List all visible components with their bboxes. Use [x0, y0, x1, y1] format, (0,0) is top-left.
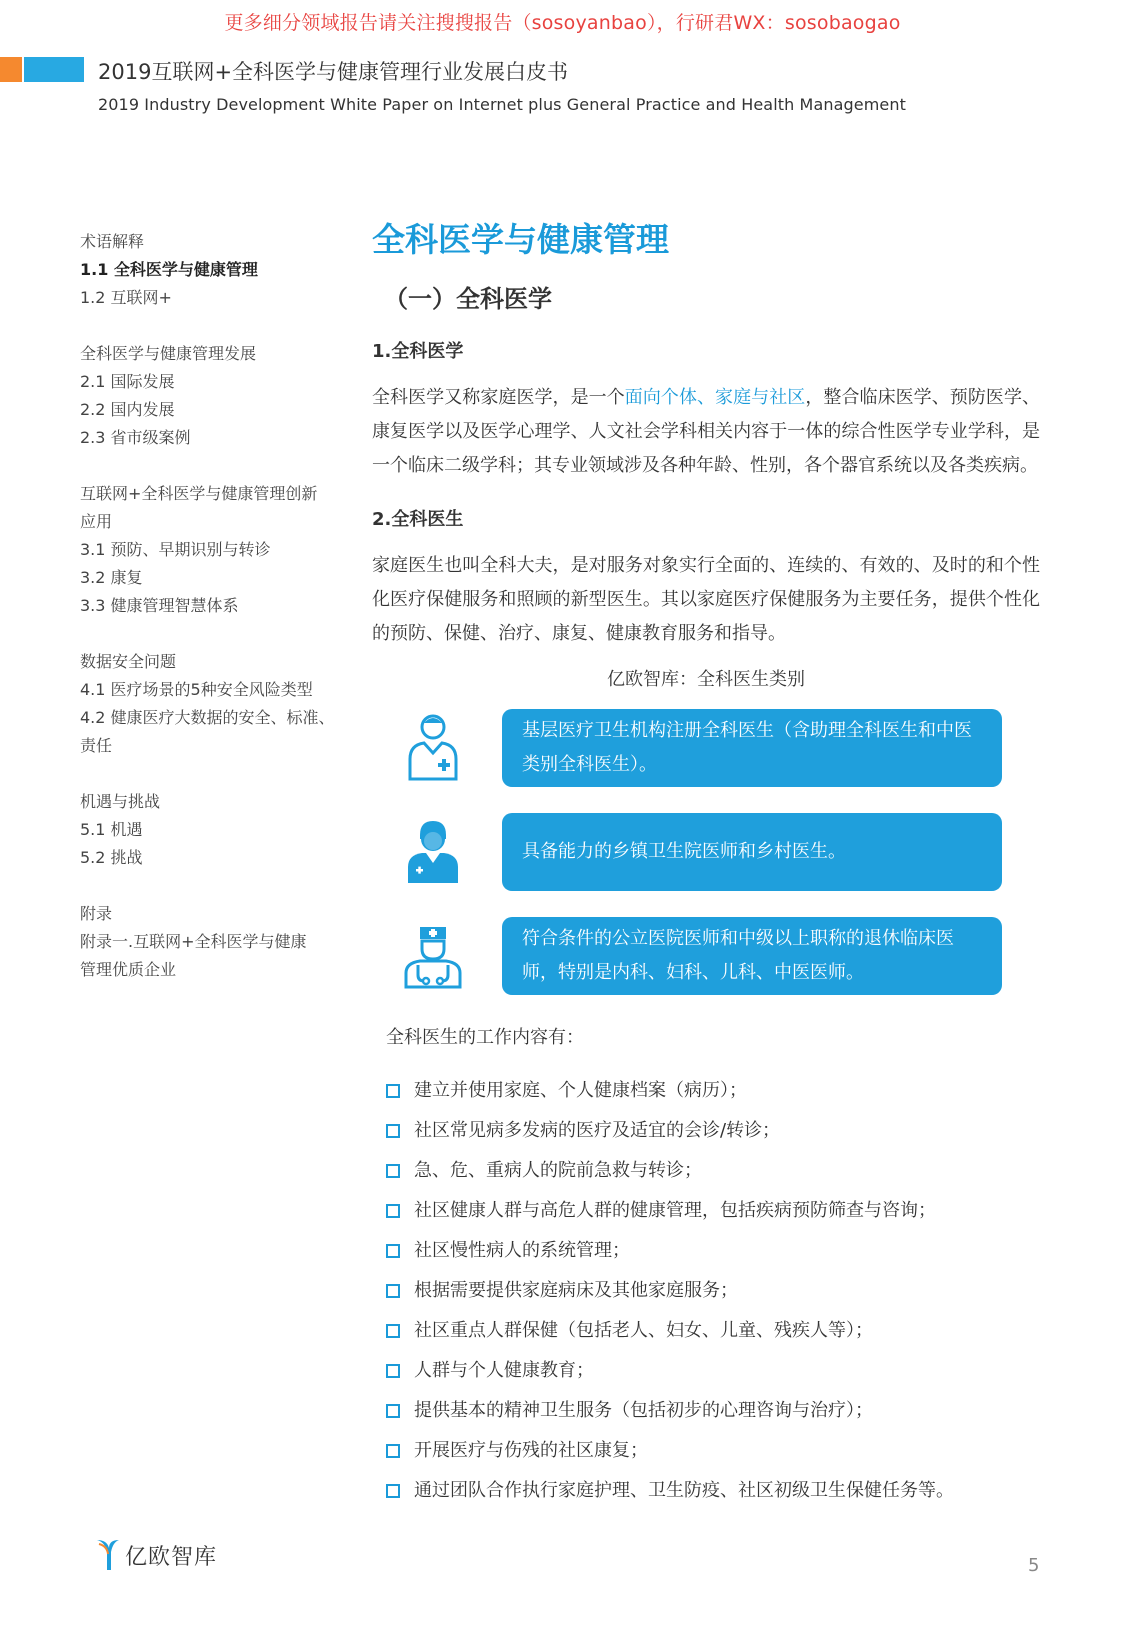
promo-banner: 更多细分领域报告请关注搜搜报告（sosoyanbao），行研君WX：sosobaogao — [224, 12, 901, 34]
footer-logo — [95, 1538, 217, 1572]
toc-group-appendix — [80, 900, 350, 984]
toc-item[interactable]: 责任 — [80, 736, 113, 755]
toc-item[interactable]: 5.1 机遇 — [80, 820, 143, 839]
checkbox-bullet-icon — [386, 1364, 400, 1378]
toc-item[interactable]: 3.2 康复 — [80, 568, 143, 587]
table-of-contents — [80, 228, 350, 1012]
main-content — [372, 215, 1040, 1511]
list-item — [386, 1431, 1040, 1471]
list-item — [386, 1271, 1040, 1311]
list-item — [386, 1391, 1040, 1431]
checkbox-bullet-icon — [386, 1204, 400, 1218]
checkbox-bullet-icon — [386, 1124, 400, 1138]
header-title-cn: 2019互联网+全科医学与健康管理行业发展白皮书 — [98, 60, 569, 84]
list-item — [386, 1351, 1040, 1391]
category-box — [502, 813, 1002, 891]
list-item-text: 急、危、重病人的院前急救与转诊； — [414, 1160, 702, 1181]
toc-item[interactable]: 4.1 医疗场景的5种安全风险类型 — [80, 680, 313, 699]
toc-item[interactable]: 互联网+全科医学与健康管理创新 — [80, 484, 318, 503]
list-item — [386, 1231, 1040, 1271]
toc-item[interactable]: 2.2 国内发展 — [80, 400, 175, 419]
list-item — [386, 1071, 1040, 1111]
list-item — [386, 1151, 1040, 1191]
list-item — [386, 1311, 1040, 1351]
subsection-title-general-doctor: 2.全科医生 — [372, 509, 464, 530]
category-box — [502, 709, 1002, 787]
paragraph-text: 全科医学又称家庭医学，是一个 — [372, 387, 625, 408]
toc-item[interactable]: 数据安全问题 — [80, 652, 177, 671]
highlighted-text: 面向个体、家庭与社区 — [624, 387, 806, 408]
logo-mark-icon — [95, 1538, 121, 1572]
toc-item[interactable]: 应用 — [80, 512, 113, 531]
page-title: 全科医学与健康管理 — [372, 220, 669, 259]
list-item-text: 社区常见病多发病的医疗及适宜的会诊/转诊； — [414, 1120, 781, 1141]
list-item-text: 根据需要提供家庭病床及其他家庭服务； — [414, 1280, 738, 1301]
logo-text: 亿欧智库 — [125, 1544, 218, 1570]
toc-group-security — [80, 648, 350, 760]
paragraph-text: ，整合临床医学、预防医学、康复医学以及医学心理学、人文社会学科相关内容于一体的综合性医学专业学科，是一个临床二级学科；其专业领域涉及各种年龄、性别，各个器官系统以及各类疾病。 — [372, 387, 1041, 476]
list-item-text: 通过团队合作执行家庭护理、卫生防疫、社区初级卫生保健任务等。 — [414, 1480, 954, 1501]
toc-item[interactable]: 2.1 国际发展 — [80, 372, 175, 391]
toc-item[interactable]: 管理优质企业 — [80, 960, 177, 979]
toc-item[interactable]: 附录一.互联网+全科医学与健康 — [80, 932, 307, 951]
category-row — [372, 813, 1040, 893]
checkbox-bullet-icon — [386, 1404, 400, 1418]
checkbox-bullet-icon — [386, 1444, 400, 1458]
category-row — [372, 917, 1040, 997]
toc-group-innovation — [80, 480, 350, 620]
toc-item[interactable]: 全科医学与健康管理发展 — [80, 344, 257, 363]
header-blue-bar — [24, 57, 84, 82]
checkbox-bullet-icon — [386, 1084, 400, 1098]
list-item — [386, 1471, 1040, 1511]
list-item-text: 建立并使用家庭、个人健康档案（病历）； — [414, 1080, 747, 1101]
paragraph-general-doctor: 家庭医生也叫全科大夫，是对服务对象实行全面的、连续的、有效的、及时的和个性化医疗保健服务和照顾的新型医生。其以家庭医疗保健服务为主要任务，提供个性化的预防、保健、治疗、康复、健康教育服务和指导。 — [372, 555, 1040, 644]
checkbox-bullet-icon — [386, 1284, 400, 1298]
category-caption: 亿欧智库：全科医生类别 — [607, 669, 805, 690]
checkbox-bullet-icon — [386, 1244, 400, 1258]
list-item-text: 开展医疗与伤残的社区康复； — [414, 1440, 648, 1461]
list-item-text: 社区慢性病人的系统管理； — [414, 1240, 630, 1261]
category-text: 具备能力的乡镇卫生院医师和乡村医生。 — [522, 841, 846, 862]
toc-group-terms — [80, 228, 350, 312]
paragraph-general-medicine — [372, 381, 1040, 483]
toc-item[interactable]: 3.3 健康管理智慧体系 — [80, 596, 239, 615]
subsection-title-general-medicine: 1.全科医学 — [372, 341, 464, 362]
toc-item[interactable]: 2.3 省市级案例 — [80, 428, 191, 447]
category-row — [372, 709, 1040, 789]
section-title: （一）全科医学 — [384, 285, 552, 313]
toc-group-development — [80, 340, 350, 452]
category-text: 符合条件的公立医院医师和中级以上职称的退休临床医师，特别是内科、妇科、儿科、中医医师。 — [522, 928, 954, 983]
list-item-text: 社区健康人群与高危人群的健康管理，包括疾病预防筛查与咨询； — [414, 1200, 936, 1221]
toc-item[interactable]: 术语解释 — [80, 232, 145, 251]
toc-item-active[interactable]: 1.1 全科医学与健康管理 — [80, 260, 258, 279]
doctor-icon — [402, 713, 464, 783]
toc-item[interactable]: 1.2 互联网+ — [80, 288, 172, 307]
toc-item[interactable]: 附录 — [80, 904, 113, 923]
list-item-text: 社区重点人群保健（包括老人、妇女、儿童、残疾人等）； — [414, 1320, 873, 1341]
duty-list-title: 全科医生的工作内容有： — [386, 1027, 584, 1048]
header-orange-bar — [0, 57, 22, 82]
toc-group-opportunity — [80, 788, 350, 872]
category-box — [502, 917, 1002, 995]
header-title-en: 2019 Industry Development White Paper on Internet plus General Practice and Health Management — [98, 95, 906, 114]
toc-item[interactable]: 4.2 健康医疗大数据的安全、标准、 — [80, 708, 335, 727]
category-text: 基层医疗卫生机构注册全科医生（含助理全科医生和中医类别全科医生）。 — [522, 720, 972, 775]
village-doctor-icon — [402, 817, 464, 887]
toc-item[interactable]: 5.2 挑战 — [80, 848, 143, 867]
category-list — [372, 709, 1040, 997]
checkbox-bullet-icon — [386, 1324, 400, 1338]
duty-list — [386, 1071, 1040, 1511]
list-item-text: 提供基本的精神卫生服务（包括初步的心理咨询与治疗）； — [414, 1400, 873, 1421]
checkbox-bullet-icon — [386, 1164, 400, 1178]
toc-item[interactable]: 3.1 预防、早期识别与转诊 — [80, 540, 271, 559]
list-item-text: 人群与个人健康教育； — [414, 1360, 594, 1381]
toc-item[interactable]: 机遇与挑战 — [80, 792, 161, 811]
checkbox-bullet-icon — [386, 1484, 400, 1498]
page-number: 5 — [1028, 1555, 1040, 1576]
nurse-doctor-icon — [402, 921, 464, 991]
list-item — [386, 1111, 1040, 1151]
list-item — [386, 1191, 1040, 1231]
